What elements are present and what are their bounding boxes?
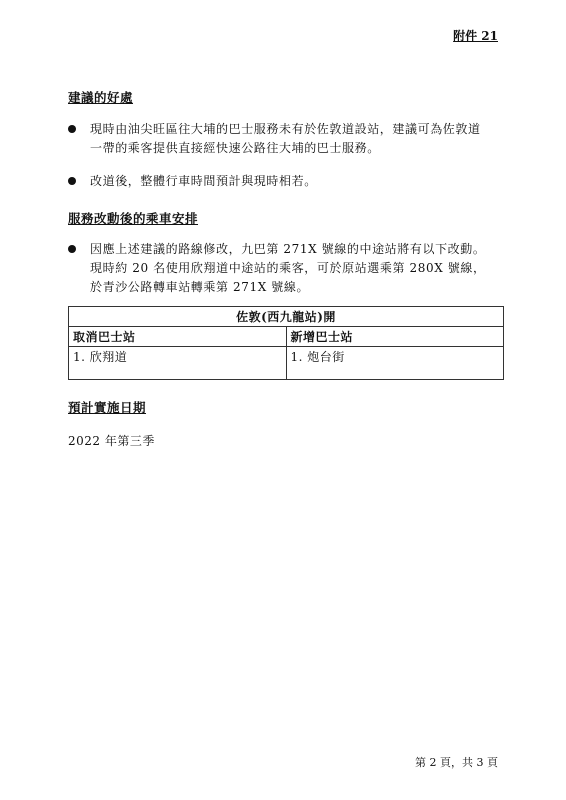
bullet-line: 一帶的乘客提供直接經快速公路往大埔的巴士服務。	[90, 141, 380, 155]
heading-benefits: 建議的好處	[68, 90, 134, 105]
bullet-line: 現時約 20 名使用欣翔道中途站的乘客，可於原站選乘第 280X 號線，	[90, 261, 486, 275]
bullet-dot-icon	[68, 177, 76, 185]
bullet-arrangement-1	[68, 240, 508, 297]
annex-label: 附件 21	[453, 29, 498, 43]
bullet-benefit-1	[68, 120, 508, 158]
table-header-row	[69, 327, 504, 347]
bullet-line: 於青沙公路轉車站轉乘第 271X 號線。	[90, 280, 310, 294]
bullet-line: 因應上述建議的路線修改，九巴第 271X 號線的中途站將有以下改動。	[90, 242, 486, 256]
table-row	[69, 347, 504, 380]
added-stop-cell: 1. 炮台街	[286, 347, 504, 380]
bullet-benefit-2	[68, 172, 508, 191]
table-title: 佐敦(西九龍站)開	[69, 307, 504, 327]
bullet-dot-icon	[68, 125, 76, 133]
implementation-date: 2022 年第三季	[68, 434, 155, 448]
heading-arrangements: 服務改動後的乘車安排	[68, 211, 199, 226]
table-title-row	[69, 307, 504, 327]
bus-stop-table	[68, 306, 504, 380]
page-footer: 第 2 頁，共 3 頁	[415, 756, 498, 769]
column-header-cancelled: 取消巴士站	[69, 327, 287, 347]
column-header-added: 新增巴士站	[286, 327, 504, 347]
cancelled-stop-cell: 1. 欣翔道	[69, 347, 287, 380]
heading-schedule: 預計實施日期	[68, 400, 147, 415]
bullet-dot-icon	[68, 245, 76, 253]
bullet-line: 現時由油尖旺區往大埔的巴士服務未有於佐敦道設站，建議可為佐敦道	[90, 122, 481, 136]
bullet-line: 改道後，整體行車時間預計與現時相若。	[90, 174, 317, 188]
